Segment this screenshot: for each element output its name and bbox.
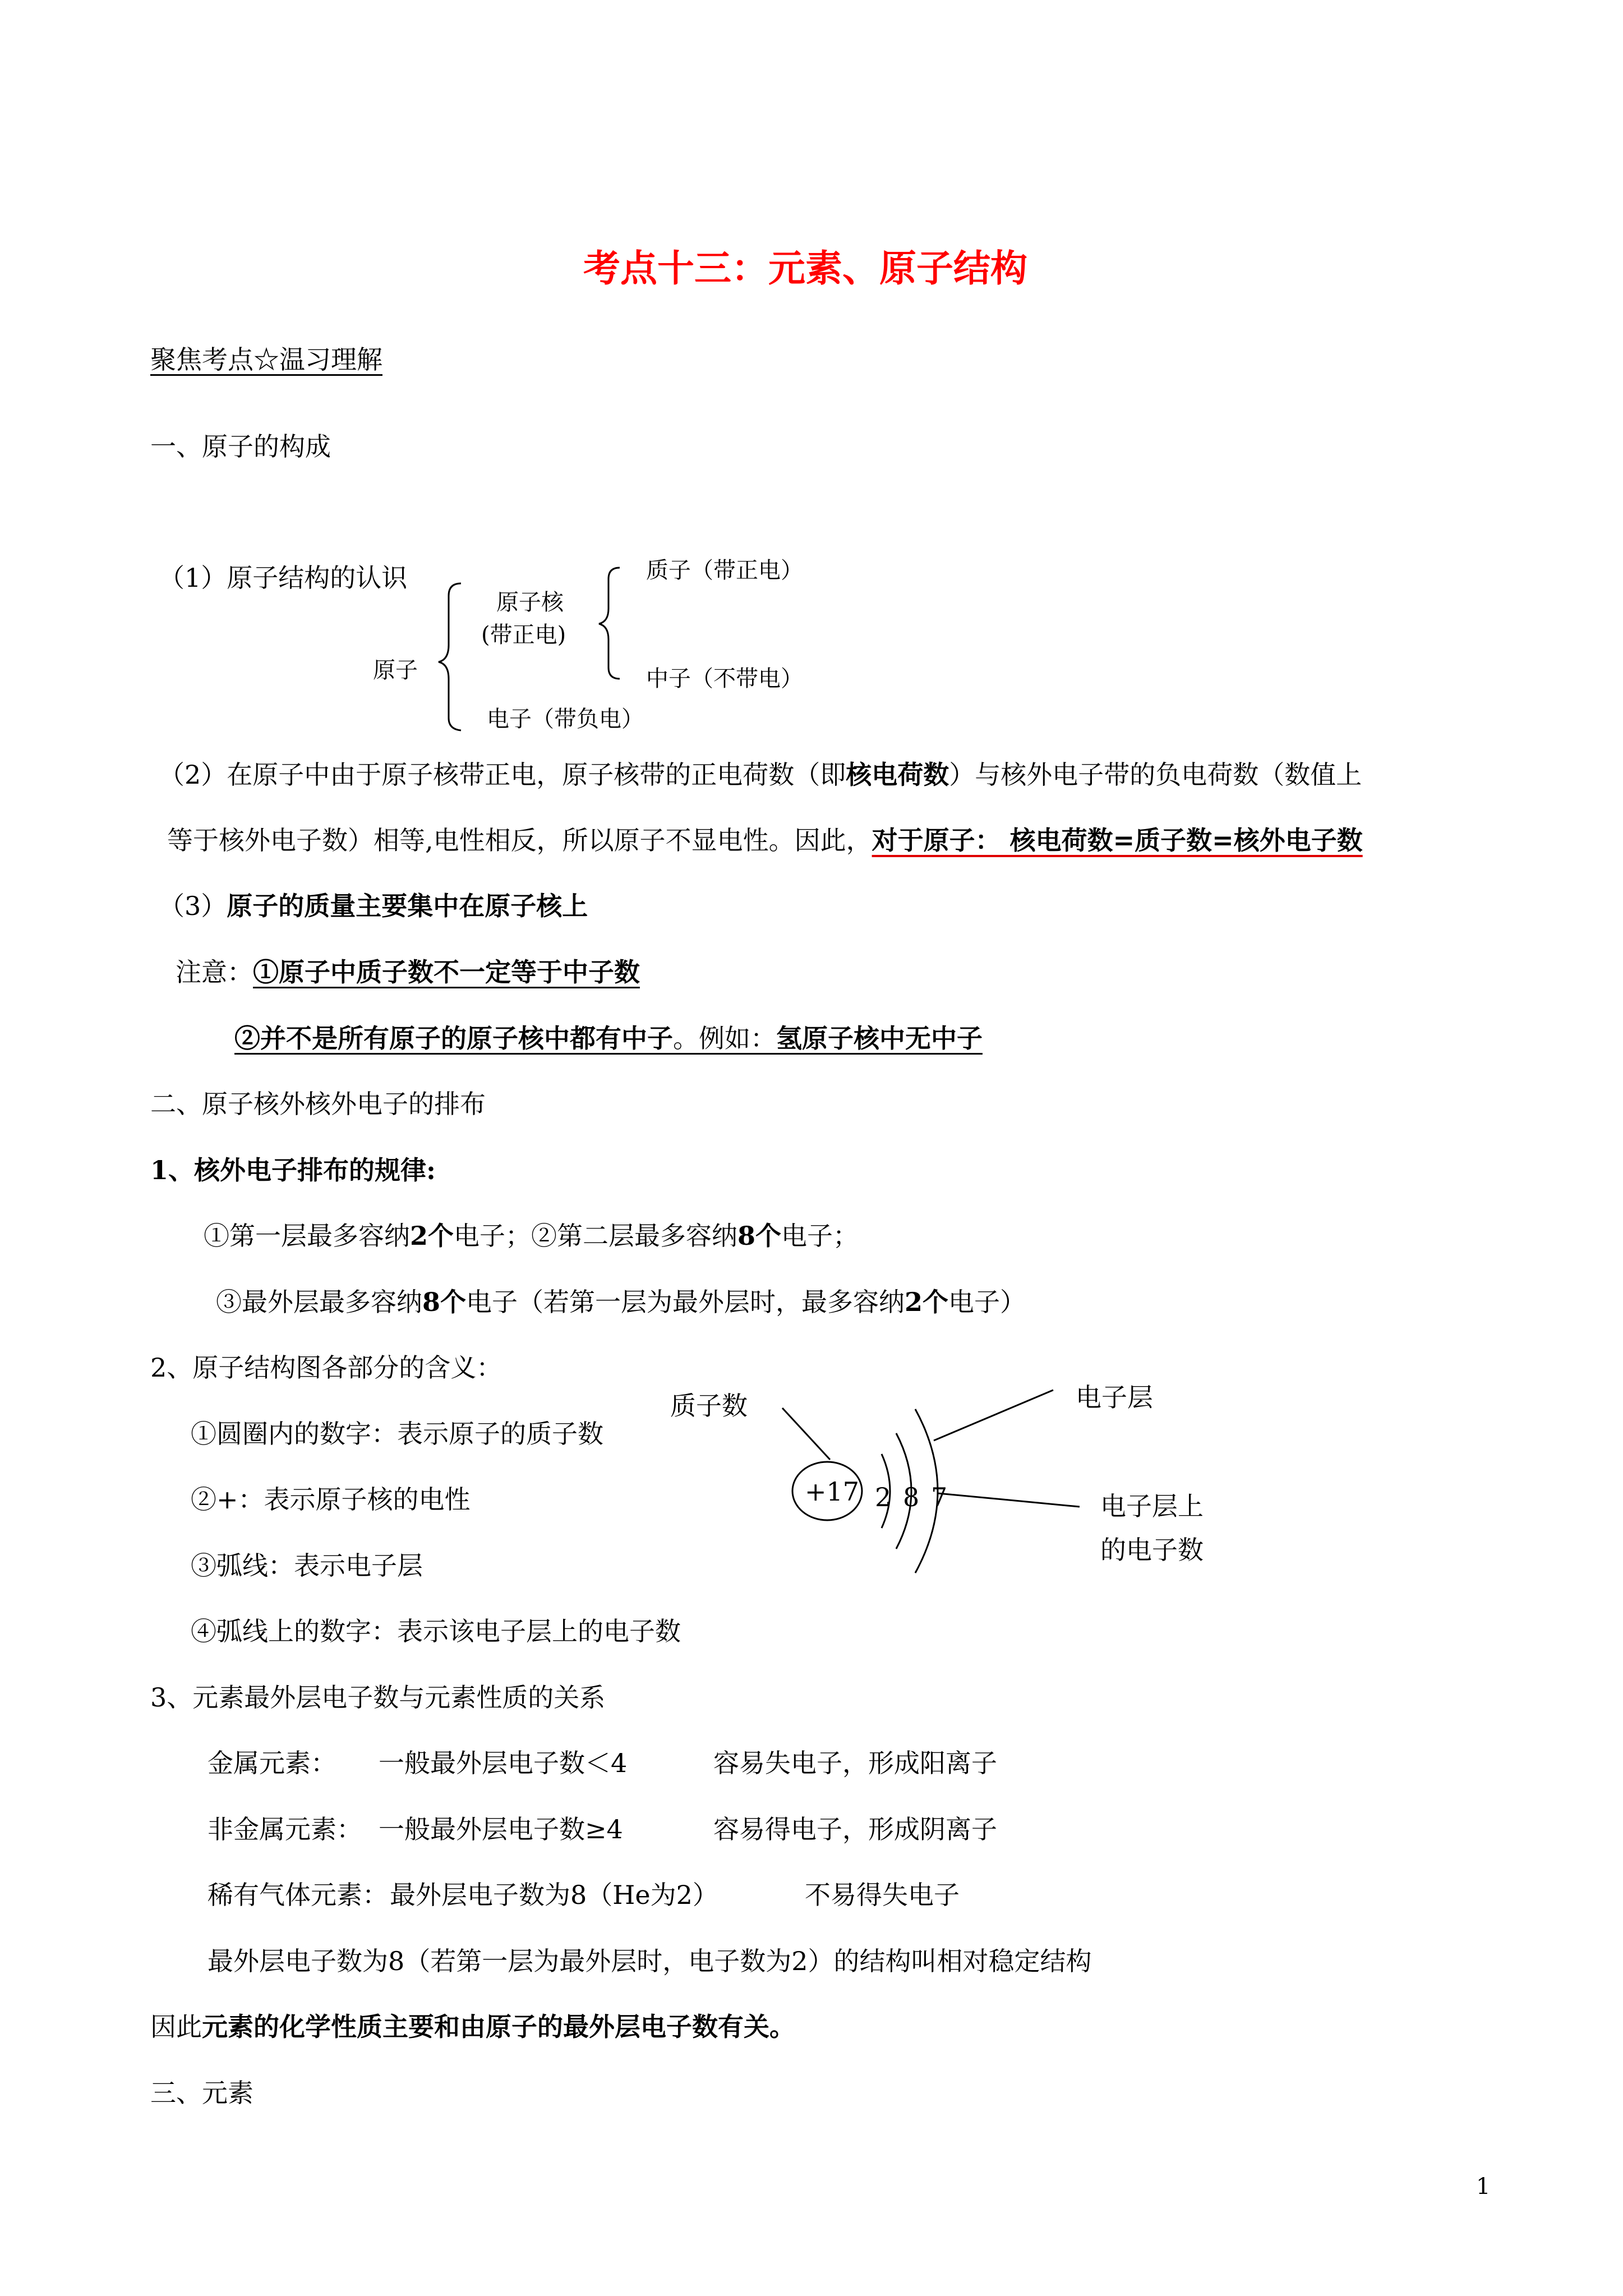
s2-rule1	[204, 1223, 859, 1249]
diagram-shell-count: 8	[903, 1482, 920, 1512]
rule1-a: ①第一层最多容纳	[204, 1221, 410, 1251]
s2-heading: 二、原子核外核外电子的排布	[150, 1089, 486, 1119]
note1-text: ①原子中质子数不一定等于中子数	[253, 957, 640, 987]
rule2-num2: 2个	[905, 1287, 949, 1317]
s2-rule2	[216, 1289, 1026, 1315]
s2-conclusion	[150, 2014, 795, 2040]
item2-part2: ）与核外电子带的负电荷数（数值上	[949, 760, 1362, 790]
s1-item2-line1	[159, 762, 1362, 788]
tree-nucleus-line2: (带正电)	[481, 622, 566, 648]
page-title: 考点十三：元素、原子结构	[583, 247, 1027, 290]
rule1-c: 电子；	[781, 1221, 859, 1251]
rule1-num1: 2个	[410, 1221, 454, 1251]
tree-neutron: 中子（不带电）	[646, 666, 803, 692]
s1-item1-label: （1）原子结构的认识	[159, 563, 408, 593]
relation-property: 容易得电子，形成阴离子	[713, 1814, 997, 1844]
s2-stable-note: 最外层电子数为8（若第一层为最外层时，电子数为2）的结构叫相对稳定结构	[208, 1946, 1092, 1976]
tree-nucleus-line1: 原子核	[496, 590, 564, 615]
s1-item3	[159, 893, 588, 919]
leader-count	[938, 1493, 1080, 1507]
item2-bold-nuclear-charge: 核电荷数	[846, 760, 949, 790]
item3-bold: 原子的质量主要集中在原子核上	[227, 891, 588, 921]
relation-property: 容易失电子，形成阳离子	[713, 1748, 997, 1778]
section-header: 聚焦考点☆温习理解	[150, 344, 382, 375]
tree-atom: 原子	[373, 657, 418, 683]
leader-shell	[934, 1390, 1053, 1441]
item2-line2-text: 等于核外电子数）相等,电性相反，所以原子不显电性。因此，	[167, 825, 872, 855]
diagram-count-label-line1: 电子层上	[1100, 1491, 1204, 1521]
rule2-c: 电子）	[948, 1287, 1026, 1317]
tree-proton: 质子（带正电）	[646, 558, 803, 583]
relation-count: 一般最外层电子数≥4	[379, 1814, 623, 1844]
s3-heading: 三、元素	[150, 2078, 253, 2108]
relation-kind: 稀有气体元素：	[208, 1880, 388, 1910]
relation-kind: 非金属元素：	[208, 1814, 362, 1844]
item2-part1: （2）在原子中由于原子核带正电，原子核带的正电荷数（即	[159, 760, 846, 790]
brace-nucleus	[599, 568, 620, 679]
diagram-shell-label: 电子层	[1076, 1382, 1153, 1412]
relation-kind: 金属元素：	[208, 1748, 336, 1778]
tree-electron: 电子（带负电）	[487, 706, 644, 732]
rule2-a: ③最外层最多容纳	[216, 1287, 422, 1317]
item2-key-equation: 对于原子： 核电荷数=质子数=核外电子数	[872, 825, 1363, 855]
relation-property: 不易得失电子	[805, 1880, 960, 1910]
s1-note2	[234, 1025, 983, 1051]
conclusion-bold: 元素的化学性质主要和由原子的最外层电子数有关。	[202, 2012, 795, 2042]
rule1-num2: 8个	[737, 1221, 782, 1251]
brace-atom	[439, 583, 461, 730]
s2-rule-heading: 1、核外电子排布的规律:	[150, 1155, 436, 1185]
rule1-b: 电子；②第二层最多容纳	[454, 1221, 738, 1251]
meaning-item: ③弧线：表示电子层	[191, 1550, 423, 1581]
diagram-count-label-line2: 的电子数	[1100, 1535, 1204, 1565]
s2-diagram-heading: 2、原子结构图各部分的含义：	[150, 1352, 502, 1383]
relation-count: 最外层电子数为8（He为2）	[390, 1880, 718, 1910]
conclusion-prefix: 因此	[150, 2012, 202, 2042]
diagram-shell-count: 2	[875, 1482, 892, 1512]
s2-relation-heading: 3、元素最外层电子数与元素性质的关系	[150, 1682, 606, 1713]
rule2-num1: 8个	[422, 1287, 467, 1317]
leader-proton	[782, 1408, 830, 1460]
s1-heading: 一、原子的构成	[150, 431, 331, 462]
meaning-item: ①圆圈内的数字：表示原子的质子数	[191, 1419, 603, 1449]
page-number: 1	[1476, 2174, 1491, 2200]
relation-count: 一般最外层电子数＜4	[379, 1748, 628, 1778]
diagram-nucleus-charge: +17	[805, 1476, 860, 1507]
s1-item2-line2	[167, 827, 1363, 853]
diagram-proton-label: 质子数	[670, 1391, 748, 1421]
note2-normal: 。例如：	[673, 1023, 776, 1053]
s1-note1	[176, 959, 640, 985]
note2-bold: ②并不是所有原子的原子核中都有中子	[234, 1023, 673, 1053]
rule2-b: 电子（若第一层为最外层时，最多容纳	[466, 1287, 905, 1317]
note-prefix: 注意：	[176, 957, 253, 987]
meaning-item: ④弧线上的数字：表示该电子层上的电子数	[191, 1616, 681, 1646]
diagram-shell-count: 7	[931, 1482, 948, 1512]
note2-bold2: 氢原子核中无中子	[776, 1023, 983, 1053]
meaning-item: ②+：表示原子核的电性	[191, 1484, 471, 1515]
item3-prefix: （3）	[159, 891, 227, 921]
